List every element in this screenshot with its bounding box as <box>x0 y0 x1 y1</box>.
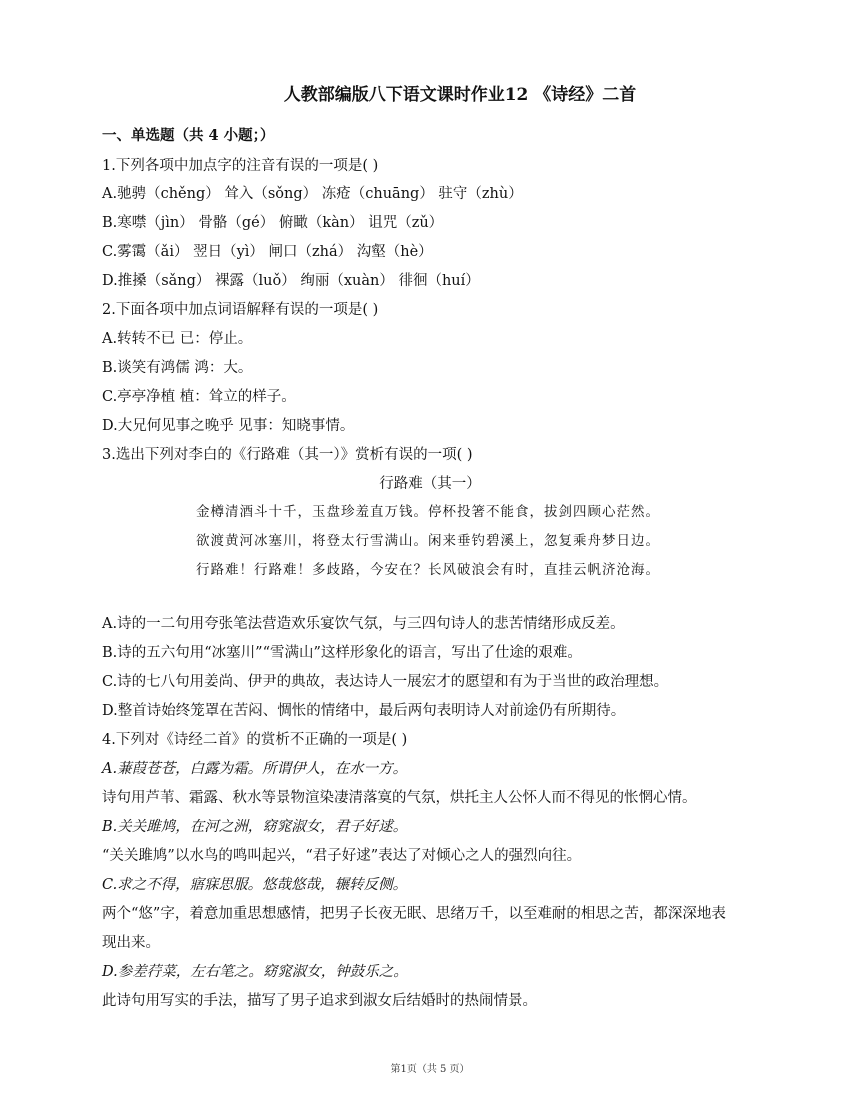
question-4-stem: 4.下列对《诗经二首》的赏析不正确的一项是( ) <box>102 732 408 748</box>
poem-line: 金樽清酒斗十千，玉盘珍羞直万钱。停杯投箸不能食，拔剑四顾心茫然。 <box>196 504 660 520</box>
poem-line: 行路难！行路难！多歧路，今安在？长风破浪会有时，直挂云帆济沧海。 <box>196 562 660 578</box>
page-footer: 第1页（共 5 页） <box>390 1064 470 1075</box>
question-4-option-c-note-cont: 现出来。 <box>102 935 160 951</box>
question-3-option-a: A.诗的一二句用夸张笔法营造欢乐宴饮气氛，与三四句诗人的悲苦情绪形成反差。 <box>102 616 625 632</box>
poem-line: 欲渡黄河冰塞川，将登太行雪满山。闲来垂钓碧溪上，忽复乘舟梦日边。 <box>196 533 660 549</box>
question-4-option-a: A.蒹葭苍苍，白露为霜。所谓伊人，在水一方。 <box>102 761 408 777</box>
question-3-option-d: D.整首诗始终笼罩在苦闷、惆怅的情绪中，最后两句表明诗人对前途仍有所期待。 <box>102 703 626 719</box>
question-4-option-b-note: “关关雎鸠”以水鸟的鸣叫起兴，“君子好逑”表达了对倾心之人的强烈向往。 <box>102 848 582 864</box>
question-4-option-c: C.求之不得，寤寐思服。悠哉悠哉，辗转反侧。 <box>102 877 408 893</box>
question-1-option-c: C.雾霭（ǎi） 翌日（yì） 闸口（zhá） 沟壑（hè） <box>102 244 433 260</box>
question-4-option-c-note: 两个“悠”字，着意加重思想感情，把男子长夜无眠、思绪万千，以至难耐的相思之苦，都深深地表 <box>102 906 726 922</box>
question-3-option-b: B.诗的五六句用“冰塞川”“雪满山”这样形象化的语言，写出了仕途的艰难。 <box>102 645 582 661</box>
question-4-option-a-note: 诗句用芦苇、霜露、秋水等景物渲染凄清落寞的气氛，烘托主人公怀人而不得见的怅惘心情。 <box>102 790 697 806</box>
question-2-stem: 2.下面各项中加点词语解释有误的一项是( ) <box>102 302 379 318</box>
question-1-option-d: D.推搡（sǎng） 裸露（luǒ） 绚丽（xuàn） 徘徊（huí） <box>102 273 480 289</box>
question-2-option-b: B.谈笑有鸿儒 鸿：大。 <box>102 360 253 376</box>
question-4-option-d: D.参差荇菜，左右笔之。窈窕淑女，钟鼓乐之。 <box>102 964 408 980</box>
question-3-option-c: C.诗的七八句用姜尚、伊尹的典故，表达诗人一展宏才的愿望和有为于当世的政治理想。 <box>102 674 669 690</box>
question-2-option-c: C.亭亭净植 植：耸立的样子。 <box>102 389 296 405</box>
document-title: 人教部编版八下语文课时作业12 《诗经》二首 <box>283 85 637 105</box>
question-2-option-d: D.大兄何见事之晚乎 见事：知晓事情。 <box>102 418 355 434</box>
question-4-option-b: B.关关雎鸠，在河之洲，窈窕淑女，君子好逑。 <box>102 819 408 835</box>
poem-title: 行路难（其一） <box>379 476 481 492</box>
question-1-option-a: A.驰骋（chěng） 耸入（sǒng） 冻疮（chuāng） 驻守（zhù） <box>102 186 523 202</box>
section-heading: 一、单选题（共 4 小题；） <box>102 127 275 144</box>
question-1-stem: 1.下列各项中加点字的注音有误的一项是( ) <box>102 158 379 174</box>
question-3-stem: 3.选出下列对李白的《行路难（其一）》赏析有误的一项( ) <box>102 447 473 463</box>
question-1-option-b: B.寒噤（jìn） 骨骼（gé） 俯瞰（kàn） 诅咒（zǔ） <box>102 215 444 231</box>
question-4-option-d-note: 此诗句用写实的手法，描写了男子追求到淑女后结婚时的热闹情景。 <box>102 993 537 1009</box>
question-2-option-a: A.转转不已 已：停止。 <box>102 331 253 347</box>
